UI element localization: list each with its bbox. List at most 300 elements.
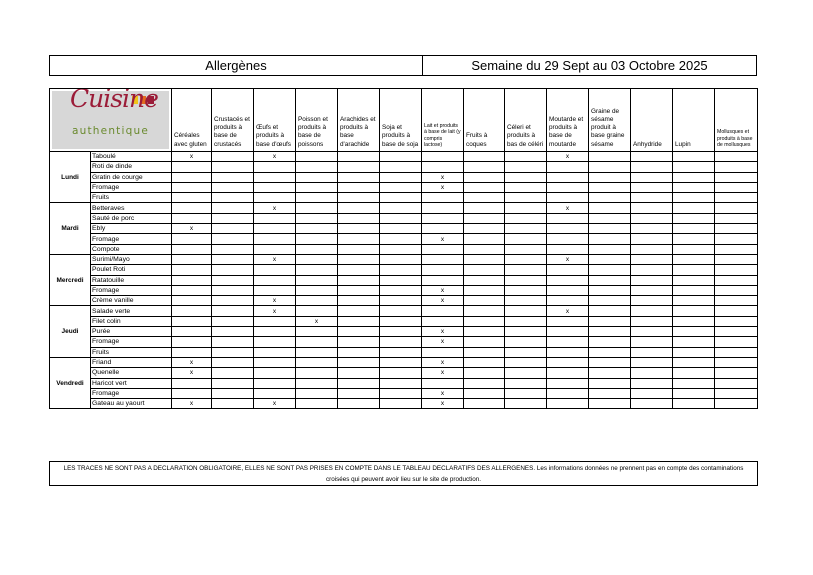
allergen-cell [296, 388, 338, 398]
allergen-cell [254, 213, 296, 223]
allergen-cell [338, 213, 380, 223]
allergen-cell [715, 254, 758, 264]
allergen-cell [547, 162, 589, 172]
allergen-cell [254, 337, 296, 347]
allergen-mark: x [547, 254, 589, 264]
allergen-mark: x [422, 327, 464, 337]
column-header: Mollusques et produits à base de mollusques [715, 89, 758, 152]
allergen-cell [505, 244, 547, 254]
allergen-cell [212, 213, 254, 223]
allergen-cell [631, 244, 673, 254]
allergen-cell [380, 213, 422, 223]
allergen-cell [631, 234, 673, 244]
allergen-cell [715, 306, 758, 316]
allergen-cell [254, 182, 296, 192]
allergen-cell [715, 378, 758, 388]
allergen-cell [172, 327, 212, 337]
allergen-cell [212, 152, 254, 162]
allergen-cell [338, 152, 380, 162]
allergen-mark: x [172, 224, 212, 234]
allergen-cell [380, 254, 422, 264]
allergen-cell [673, 234, 715, 244]
page-title: Allergènes [50, 56, 423, 75]
allergen-cell [296, 254, 338, 264]
allergen-mark: x [254, 203, 296, 213]
allergen-cell [631, 162, 673, 172]
dish-name: Sauté de porc [91, 213, 172, 223]
allergen-cell [631, 285, 673, 295]
allergen-cell [338, 285, 380, 295]
allergen-cell [172, 193, 212, 203]
dish-name: Filet colin [91, 316, 172, 326]
allergen-cell [589, 296, 631, 306]
allergen-cell [338, 296, 380, 306]
dish-name: Fruits [91, 193, 172, 203]
dish-name: Fromage [91, 182, 172, 192]
allergen-cell [172, 285, 212, 295]
allergen-mark: x [422, 399, 464, 409]
allergen-cell [254, 275, 296, 285]
allergen-cell [212, 275, 254, 285]
allergen-cell [505, 193, 547, 203]
allergen-cell [296, 378, 338, 388]
allergen-cell [547, 193, 589, 203]
allergen-cell [212, 316, 254, 326]
allergen-cell [631, 296, 673, 306]
allergen-cell [254, 234, 296, 244]
allergen-cell [380, 275, 422, 285]
allergen-cell [464, 347, 505, 357]
allergen-cell [505, 378, 547, 388]
allergen-cell [212, 203, 254, 213]
allergen-cell [589, 368, 631, 378]
allergen-cell [212, 182, 254, 192]
allergen-cell [505, 285, 547, 295]
allergen-cell [631, 327, 673, 337]
allergen-mark: x [172, 357, 212, 367]
allergen-cell [422, 224, 464, 234]
allergen-cell [296, 285, 338, 295]
logo-word-cuisine: Cuisine [70, 88, 158, 113]
allergen-cell [338, 347, 380, 357]
allergen-cell [254, 368, 296, 378]
allergen-cell [673, 368, 715, 378]
allergen-cell [547, 378, 589, 388]
allergen-cell [505, 203, 547, 213]
allergen-cell [631, 203, 673, 213]
allergen-cell [589, 347, 631, 357]
allergen-mark: x [254, 152, 296, 162]
allergen-cell [715, 172, 758, 182]
allergen-cell [172, 337, 212, 347]
allergen-cell [673, 399, 715, 409]
allergen-cell [338, 357, 380, 367]
table-row [50, 388, 758, 398]
allergen-cell [547, 347, 589, 357]
allergen-cell [172, 234, 212, 244]
dish-name: Poulet Roti [91, 265, 172, 275]
allergen-cell [505, 357, 547, 367]
allergen-cell [296, 327, 338, 337]
table-row [50, 203, 758, 213]
allergen-cell [547, 172, 589, 182]
allergen-cell [254, 285, 296, 295]
allergen-cell [464, 203, 505, 213]
allergen-mark: x [422, 357, 464, 367]
allergen-cell [673, 347, 715, 357]
allergen-cell [254, 244, 296, 254]
allergen-cell [547, 285, 589, 295]
allergen-cell [505, 368, 547, 378]
allergen-mark: x [547, 203, 589, 213]
allergen-cell [296, 399, 338, 409]
allergen-cell [673, 388, 715, 398]
allergen-cell [464, 399, 505, 409]
allergen-cell [254, 265, 296, 275]
allergen-cell [172, 265, 212, 275]
allergen-cell [715, 203, 758, 213]
dish-name: Fromage [91, 234, 172, 244]
allergen-cell [338, 265, 380, 275]
allergen-cell [422, 306, 464, 316]
dish-name: Gateau au yaourt [91, 399, 172, 409]
allergen-cell [254, 193, 296, 203]
allergen-cell [631, 399, 673, 409]
week-label: Semaine du 29 Sept au 03 Octobre 2025 [471, 58, 708, 73]
dish-name: Crème vanille [91, 296, 172, 306]
allergen-cell [212, 193, 254, 203]
allergen-cell [589, 244, 631, 254]
allergen-cell [715, 347, 758, 357]
table-row [50, 224, 758, 234]
allergen-cell [464, 213, 505, 223]
dish-name: Compote [91, 244, 172, 254]
allergen-cell [505, 306, 547, 316]
table-row [50, 306, 758, 316]
allergen-table [49, 88, 758, 409]
table-row [50, 327, 758, 337]
allergen-cell [296, 213, 338, 223]
allergen-cell [380, 399, 422, 409]
allergen-cell [589, 234, 631, 244]
allergen-mark: x [422, 182, 464, 192]
allergen-cell [715, 337, 758, 347]
allergen-cell [254, 316, 296, 326]
allergen-cell [589, 337, 631, 347]
table-row [50, 213, 758, 223]
allergen-cell [380, 327, 422, 337]
allergen-cell [631, 337, 673, 347]
allergen-cell [464, 152, 505, 162]
allergen-cell [547, 368, 589, 378]
allergen-cell [464, 316, 505, 326]
dish-name: Fruits [91, 347, 172, 357]
allergen-cell [296, 368, 338, 378]
table-row [50, 244, 758, 254]
allergen-cell [380, 162, 422, 172]
allergen-cell [715, 193, 758, 203]
allergen-cell [338, 368, 380, 378]
allergen-cell [547, 265, 589, 275]
allergen-cell [631, 254, 673, 264]
allergen-cell [380, 378, 422, 388]
allergen-cell [380, 306, 422, 316]
allergen-cell [380, 357, 422, 367]
table-row [50, 357, 758, 367]
table-row [50, 275, 758, 285]
title-bar [49, 55, 757, 76]
allergen-cell [505, 347, 547, 357]
allergen-cell [296, 275, 338, 285]
allergen-cell [464, 275, 505, 285]
allergen-cell [547, 327, 589, 337]
allergen-cell [254, 224, 296, 234]
allergen-cell [673, 213, 715, 223]
allergen-cell [380, 182, 422, 192]
allergen-cell [172, 172, 212, 182]
allergen-cell [212, 172, 254, 182]
allergen-cell [464, 193, 505, 203]
allergen-cell [296, 296, 338, 306]
table-row [50, 347, 758, 357]
allergen-cell [464, 162, 505, 172]
allergen-cell [505, 213, 547, 223]
allergen-cell [254, 347, 296, 357]
table-row [50, 172, 758, 182]
allergen-cell [422, 193, 464, 203]
allergen-cell [631, 152, 673, 162]
allergen-cell [715, 296, 758, 306]
allergen-cell [172, 347, 212, 357]
allergen-mark: x [422, 337, 464, 347]
allergen-cell [673, 296, 715, 306]
allergen-cell [505, 234, 547, 244]
allergen-cell [172, 388, 212, 398]
table-row [50, 399, 758, 409]
dish-name: Gratin de courge [91, 172, 172, 182]
column-header: Lupin [673, 89, 715, 152]
allergen-cell [547, 275, 589, 285]
allergen-cell [673, 182, 715, 192]
allergen-cell [547, 357, 589, 367]
allergen-cell [631, 172, 673, 182]
allergen-cell [631, 224, 673, 234]
allergen-cell [338, 378, 380, 388]
allergen-cell [254, 388, 296, 398]
day-label: Lundi [50, 152, 91, 203]
allergen-cell [464, 224, 505, 234]
allergen-cell [464, 388, 505, 398]
allergen-cell [338, 388, 380, 398]
allergen-cell [338, 337, 380, 347]
dish-name: Haricot vert [91, 378, 172, 388]
allergen-cell [338, 234, 380, 244]
table-row [50, 254, 758, 264]
allergen-cell [715, 213, 758, 223]
table-row [50, 265, 758, 275]
allergen-cell [296, 347, 338, 357]
allergen-cell [212, 388, 254, 398]
allergen-cell [380, 203, 422, 213]
column-header: Arachides et produits à base d'arachide [338, 89, 380, 152]
allergen-cell [380, 152, 422, 162]
logo [50, 89, 172, 152]
allergen-cell [212, 399, 254, 409]
allergen-cell [673, 224, 715, 234]
allergen-cell [172, 244, 212, 254]
allergen-cell [338, 327, 380, 337]
allergen-mark: x [422, 388, 464, 398]
allergen-cell [589, 378, 631, 388]
footer-note: LES TRACES NE SONT PAS A DECLARATION OBLIGATOIRE, ELLES NE SONT PAS PRISES EN COMPTE DANS LE TABLEAU DECLARATIFS DES ALLERGENES. Les informations données ne prennent pas en compte des contaminations croisées qui peuvent avoir lieu sur le site de production. [49, 461, 758, 486]
allergen-cell [505, 275, 547, 285]
allergen-cell [212, 306, 254, 316]
day-label: Mardi [50, 203, 91, 254]
allergen-cell [715, 244, 758, 254]
allergen-cell [338, 193, 380, 203]
allergen-mark: x [547, 152, 589, 162]
day-label: Vendredi [50, 357, 91, 408]
allergen-cell [589, 265, 631, 275]
allergen-cell [464, 244, 505, 254]
allergen-cell [547, 337, 589, 347]
allergen-cell [505, 224, 547, 234]
table-row [50, 296, 758, 306]
allergen-cell [296, 182, 338, 192]
allergen-cell [715, 388, 758, 398]
allergen-cell [422, 203, 464, 213]
allergen-cell [212, 337, 254, 347]
allergen-cell [380, 368, 422, 378]
allergen-mark: x [422, 368, 464, 378]
dish-name: Surimi/Mayo [91, 254, 172, 264]
allergen-cell [505, 162, 547, 172]
allergen-cell [547, 234, 589, 244]
header-row [50, 89, 758, 152]
allergen-cell [589, 399, 631, 409]
allergen-cell [589, 162, 631, 172]
allergen-cell [715, 316, 758, 326]
allergen-cell [505, 316, 547, 326]
allergen-cell [715, 182, 758, 192]
allergen-cell [422, 378, 464, 388]
allergen-cell [631, 316, 673, 326]
allergen-cell [673, 378, 715, 388]
allergen-cell [380, 347, 422, 357]
allergen-cell [422, 244, 464, 254]
allergen-cell [422, 316, 464, 326]
allergen-cell [296, 244, 338, 254]
day-label: Jeudi [50, 306, 91, 357]
allergen-cell [296, 193, 338, 203]
allergen-cell [380, 388, 422, 398]
column-header: Anhydride [631, 89, 673, 152]
allergen-cell [464, 327, 505, 337]
allergen-cell [296, 162, 338, 172]
allergen-cell [715, 265, 758, 275]
allergen-cell [631, 378, 673, 388]
table-row [50, 193, 758, 203]
allergen-mark: x [422, 285, 464, 295]
allergen-cell [380, 224, 422, 234]
allergen-cell [296, 357, 338, 367]
allergen-cell [673, 337, 715, 347]
table-row [50, 337, 758, 347]
allergen-cell [172, 182, 212, 192]
logo-word-authentique: authentique [72, 125, 149, 137]
column-header: Soja et produits à base de soja [380, 89, 422, 152]
allergen-cell [673, 254, 715, 264]
allergen-cell [212, 265, 254, 275]
allergen-mark: x [172, 368, 212, 378]
allergen-cell [212, 244, 254, 254]
allergen-cell [505, 182, 547, 192]
allergen-mark: x [547, 306, 589, 316]
dish-name: Ratatouille [91, 275, 172, 285]
allergen-cell [547, 224, 589, 234]
allergen-cell [715, 224, 758, 234]
allergen-mark: x [172, 152, 212, 162]
allergen-cell [715, 368, 758, 378]
allergen-cell [254, 357, 296, 367]
allergen-cell [547, 399, 589, 409]
allergen-cell [464, 357, 505, 367]
allergen-cell [589, 254, 631, 264]
allergen-cell [505, 254, 547, 264]
allergen-cell [505, 388, 547, 398]
dish-name: Betteraves [91, 203, 172, 213]
allergen-cell [464, 296, 505, 306]
allergen-cell [254, 327, 296, 337]
allergen-cell [380, 296, 422, 306]
allergen-cell [464, 254, 505, 264]
dish-name: Fromage [91, 388, 172, 398]
allergen-cell [464, 306, 505, 316]
allergen-cell [505, 399, 547, 409]
allergen-cell [505, 172, 547, 182]
allergen-cell [338, 172, 380, 182]
allergen-cell [547, 316, 589, 326]
allergen-cell [505, 327, 547, 337]
allergen-cell [673, 152, 715, 162]
allergen-cell [673, 193, 715, 203]
allergen-cell [380, 337, 422, 347]
allergen-cell [589, 182, 631, 192]
allergen-cell [212, 162, 254, 172]
allergen-cell [212, 234, 254, 244]
allergen-cell [715, 327, 758, 337]
allergen-cell [715, 152, 758, 162]
allergen-cell [172, 254, 212, 264]
allergen-cell [589, 306, 631, 316]
allergen-cell [673, 203, 715, 213]
allergen-cell [296, 306, 338, 316]
allergen-cell [673, 244, 715, 254]
allergen-cell [589, 285, 631, 295]
dish-name: Salade verte [91, 306, 172, 316]
column-header: Poisson et produits à base de poissons [296, 89, 338, 152]
allergen-cell [589, 275, 631, 285]
allergen-cell [338, 203, 380, 213]
allergen-cell [212, 285, 254, 295]
allergen-cell [464, 285, 505, 295]
table-row [50, 368, 758, 378]
dish-name: Fromage [91, 285, 172, 295]
allergen-cell [631, 193, 673, 203]
allergen-cell [296, 172, 338, 182]
allergen-cell [212, 254, 254, 264]
dish-name: Purée [91, 327, 172, 337]
